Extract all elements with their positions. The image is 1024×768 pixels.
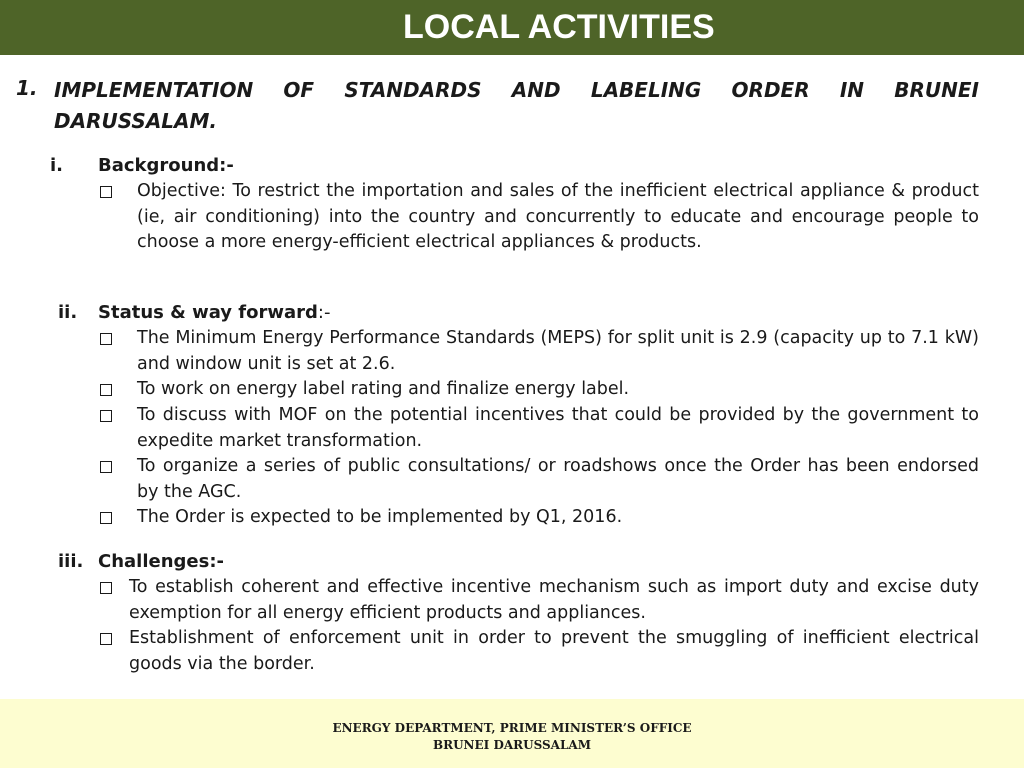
background-heading: Background:- [98,155,234,176]
status-bullet-1: The Minimum Energy Performance Standards (MEPS) for split unit is 2.9 (capacity up to 7.1 kW) and window unit is set at 2.6. [137,328,979,374]
footer-department: ENERGY DEPARTMENT, PRIME MINISTER’S OFFICE [332,721,692,735]
title-bar [0,0,1024,55]
section-title-line-1: IMPLEMENTATION OF STANDARDS AND LABELING ORDER IN BRUNEI [54,78,979,102]
checkbox-bullet-icon [100,461,112,473]
background-numeral: i. [50,155,64,176]
challenges-heading: Challenges:- [98,551,225,572]
challenges-bullet-1: To establish coherent and effective incentive mechanism such as import duty and excise duty exemption for all energy efficient products and appliances. [129,577,979,623]
checkbox-bullet-icon [100,633,112,645]
status-numeral: ii. [58,302,78,323]
background-bullet-1: Objective: To restrict the importation and sales of the inefficient electrical appliance & product (ie, air conditioning) into the country and concurrently to educate and encourage people to choose a more energy-efficient electrical appliances & products. [137,181,979,253]
section-number: 1. [16,76,38,100]
status-heading-suffix: :- [317,302,331,323]
checkbox-bullet-icon [100,582,112,594]
section-title-line-2: DARUSSALAM. [54,109,218,133]
status-bullet-2: To work on energy label rating and finalize energy label. [137,379,630,399]
challenges-numeral: iii. [58,551,84,572]
footer-country: BRUNEI DARUSSALAM [432,738,592,752]
status-heading-label: Status & way forward [98,302,318,323]
challenges-bullet-2: Establishment of enforcement unit in order to prevent the smuggling of inefficient electrical goods via the border. [129,628,979,674]
checkbox-bullet-icon [100,384,112,396]
status-bullet-5: The Order is expected to be implemented by Q1, 2016. [137,507,623,527]
checkbox-bullet-icon [100,512,112,524]
status-bullet-3: To discuss with MOF on the potential incentives that could be provided by the government to expedite market transformation. [137,405,979,451]
checkbox-bullet-icon [100,186,112,198]
status-bullet-4: To organize a series of public consultations/ or roadshows once the Order has been endorsed by the AGC. [137,456,979,502]
checkbox-bullet-icon [100,333,112,345]
page-title: LOCAL ACTIVITIES [403,8,715,46]
checkbox-bullet-icon [100,410,112,422]
status-heading [98,302,330,323]
